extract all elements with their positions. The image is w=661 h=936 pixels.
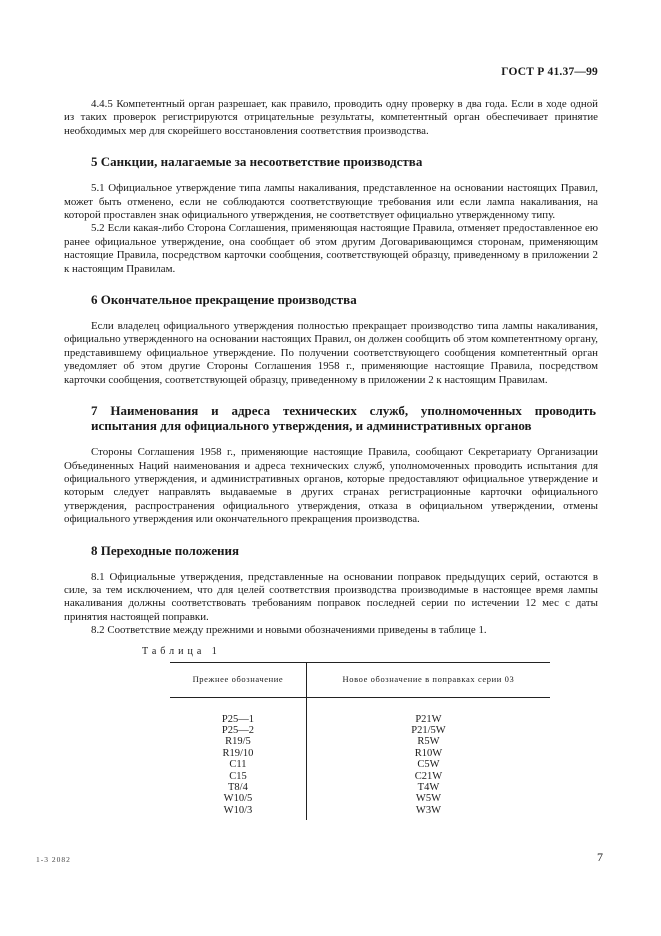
new-designation-cell: R5W (306, 736, 550, 747)
new-designation-cell: P21/5W (306, 725, 550, 736)
old-designation-cell: C11 (229, 759, 247, 771)
paragraph-8-2: 8.2 Соответствие между прежними и новыми обозначениями приведены в таблице 1. (91, 624, 487, 637)
table-row (170, 793, 550, 804)
old-designation-cell: R19/10 (222, 747, 254, 759)
table-row (170, 771, 550, 782)
old-designation-cell: T8/4 (228, 782, 248, 793)
section-6-heading: 6 Окончательное прекращение производства (91, 292, 357, 308)
paragraph-7: Стороны Соглашения 1958 г., применяющие настоящие Правила, сообщают Секретариату Организации Объединенных Наций наименования и адреса технических служб, уполномоченных проводить испытания для официального утверждения, и административных органов, которые предоставляют официальное утверждение и которым следует направлять выдаваемые в других странах регистрационные карточки официального утверждения, распространения официального утверждения, отказа в официальном утверждении, отмены официального утверждения или окончательного прекращения производства. (64, 446, 598, 526)
table-caption: Таблица 1 (142, 645, 221, 657)
old-designation-cell: C15 (229, 770, 247, 782)
section-7-heading: 7 Наименования и адреса технических служб, уполномоченных проводить испытания для официального утверждения, и административных органов (91, 403, 596, 434)
section-5-heading: 5 Санкции, налагаемые за несоответствие производства (91, 154, 423, 170)
paragraph-5-2: 5.2 Если какая-либо Сторона Соглашения, применяющая настоящие Правила, отменяет предоставленное ею ранее официальное утверждение, она сообщает об этом другим Договаривающимся сторонам, применяющим настоящие Правила, посредством карточки сообщения, соответствующей образцу, приведенному в приложении 2 к настоящим Правилам. (64, 222, 598, 275)
paragraph-8-1: 8.1 Официальные утверждения, представленные на основании поправок предыдущих серий, остаются в силе, за тем исключением, что для целей соответствия производства производимые в настоящее время лампы накаливания должны соответствовать требованиям поправок последней серии по истечении 12 мес с даты принятия настоящей поправки. (64, 570, 598, 623)
new-designation-cell: C5W (306, 759, 550, 770)
table-row (170, 759, 550, 770)
old-designation-cell: P25—2 (221, 724, 254, 736)
new-designation-cell: T4W (306, 782, 550, 793)
table-row (170, 748, 550, 759)
header-new-designation: Новое обозначение в поправках серии 03 (306, 662, 550, 697)
new-designation-cell: R10W (306, 748, 550, 759)
standard-code-header: ГОСТ Р 41.37—99 (501, 66, 598, 78)
old-designation-cell: R19/5 (225, 736, 251, 748)
table-row (170, 805, 550, 820)
page-number: 7 (597, 850, 603, 864)
section-8-heading: 8 Переходные положения (91, 542, 240, 558)
print-code: 1-3 2082 (36, 855, 71, 864)
new-designation-cell: C21W (306, 771, 550, 782)
document-body (64, 98, 598, 820)
table-row (170, 725, 550, 736)
designation-table (170, 662, 550, 821)
paragraph-6: Если владелец официального утверждения полностью прекращает производство типа лампы накаливания, официально утвержденного на основании настоящих Правил, он должен сообщить об этом компетентному органу, представившему официальное утверждение. По получении соответствующего сообщения компетентный орган уведомляет об этом другие Стороны Соглашения 1958 г., применяющие настоящие Правила, посредством карточки сообщения, соответствующей образцу, приведенному в приложении 2 к настоящим Правилам. (64, 320, 598, 386)
new-designation-cell: W3W (306, 805, 550, 820)
table-row (170, 782, 550, 793)
old-designation-cell: P25—1 (221, 713, 254, 725)
old-designation-cell: W10/5 (223, 793, 253, 805)
new-designation-cell: P21W (306, 697, 550, 725)
paragraph-4-4-5: 4.4.5 Компетентный орган разрешает, как правило, проводить одну проверку в два года. Если в ходе одной из таких проверок регистрируются отрицательные результаты, компетентный орган обеспечивает принятие необходимых мер для скорейшего восстановления соответствия производства. (64, 98, 598, 137)
table-header-row (170, 662, 550, 697)
paragraph-5-1: 5.1 Официальное утверждение типа лампы накаливания, представленное на основании настоящих Правил, может быть отменено, если не соблюдаются соответствующие требования или если лампа накаливания, на которой проставлен знак официального утверждения, не соответствует официально утвержденному типу. (64, 182, 598, 222)
header-old-designation: Прежнее обозначение (170, 662, 306, 697)
new-designation-cell: W5W (306, 793, 550, 804)
table-row (170, 736, 550, 747)
table-row (170, 697, 550, 725)
old-designation-cell: W10/3 (223, 804, 253, 816)
